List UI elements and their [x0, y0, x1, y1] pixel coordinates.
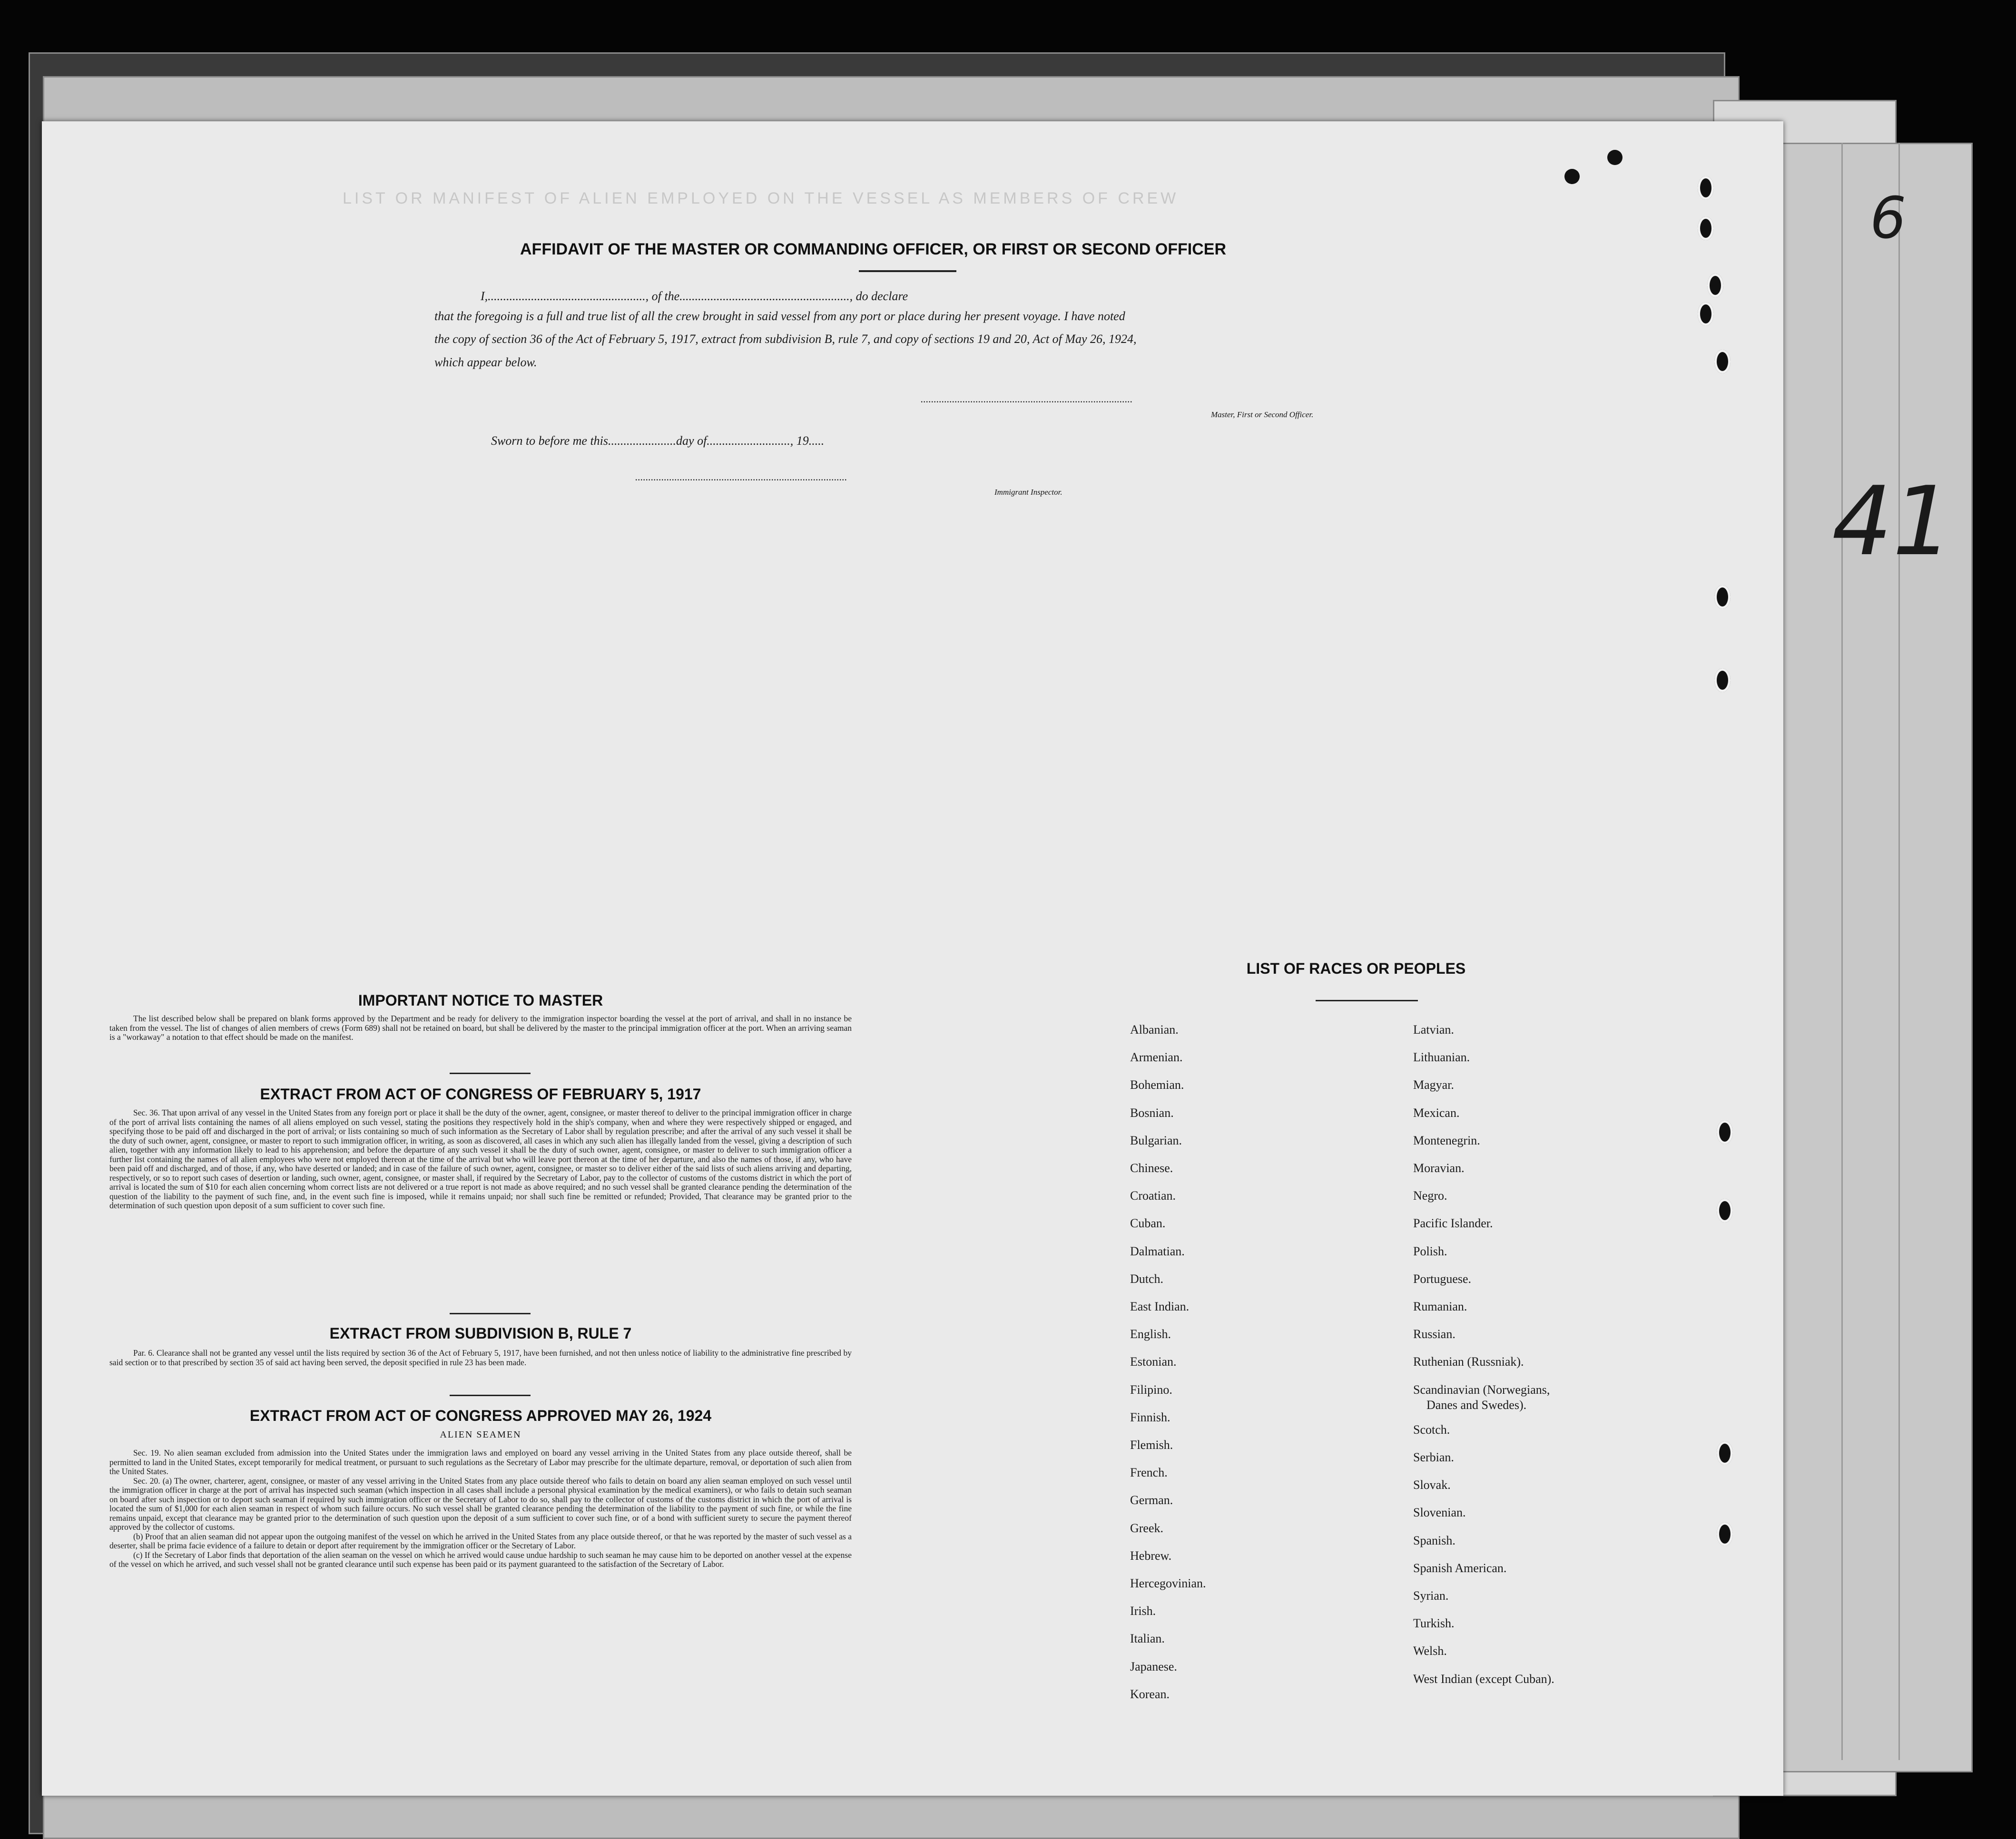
punch-hole: [1698, 176, 1714, 200]
extract-1924-subtitle: ALIEN SEAMEN: [440, 1429, 521, 1440]
race-item: Scotch.: [1413, 1422, 1450, 1437]
race-item: Turkish.: [1413, 1616, 1455, 1631]
race-item: Irish.: [1130, 1604, 1156, 1618]
signature-label: Master, First or Second Officer.: [1211, 410, 1314, 419]
race-item: Japanese.: [1130, 1659, 1177, 1673]
race-item: Pacific Islander.: [1413, 1216, 1493, 1231]
punch-hole: [1717, 1199, 1733, 1223]
races-rule: [1316, 1000, 1418, 1001]
race-item: East Indian.: [1130, 1300, 1190, 1313]
sec20c-paragraph: (c) If the Secretary of Labor finds that deportation of the alien seaman on the vessel on which he arrived would cause undue hardship to such seaman he may cause him to be deported on another vessel at the expense of the vessel on which he arrived, and such vessel shall not be granted clearance until such expense has been paid or its payment guaranteed to the satisfaction of the Secretary of Labor.: [109, 1550, 852, 1569]
race-item: Mexican.: [1413, 1105, 1460, 1120]
punch-hole: [1717, 1522, 1733, 1546]
race-item: West Indian (except Cuban).: [1413, 1672, 1554, 1686]
race-item: Serbian.: [1413, 1450, 1454, 1464]
race-item: Moravian.: [1413, 1161, 1465, 1175]
notice-title: IMPORTANT NOTICE TO MASTER: [358, 992, 603, 1009]
affidavit-line: that the foregoing is a full and true list of all the crew brought in said vessel from any port or place during her present voyage. I have noted: [434, 309, 1125, 323]
race-item: Korean.: [1130, 1687, 1170, 1701]
race-item: German.: [1130, 1493, 1173, 1507]
race-item: Spanish American.: [1413, 1561, 1507, 1575]
punch-hole: [1707, 274, 1723, 297]
ruled-line: [1898, 143, 1900, 1760]
sec19-paragraph: Sec. 19. No alien seaman excluded from admission into the United States under the immigration laws and employed on board any vessel arriving in the United States from any place outside thereof, shall be permitted to land in the United States, except temporarily for medical treatment, or pursuant to such regulations as the Secretary of Labor may prescribe for the ultimate departure, removal, or deportation of such alien from the United States.: [109, 1448, 852, 1476]
race-item: French.: [1130, 1466, 1168, 1480]
handwritten-mark: 6: [1870, 186, 1907, 252]
race-item: Hebrew.: [1130, 1548, 1172, 1563]
notice-text: The list described below shall be prepared on blank forms approved by the Department and be ready for delivery to the immigration inspector boarding the vessel at the port of arrival, and shall in no instance be taken from the vessel. The list of changes of alien members of crews (Form 689) shall not be retained on board, but shall be delivered by the master to the principal immigration officer at the port. When an arriving seaman is a "workaway" a notation to that effect should be made on the manifest.: [109, 1014, 852, 1042]
race-item: Russian.: [1413, 1327, 1455, 1341]
race-item: Bosnian.: [1130, 1105, 1174, 1120]
sec20b-paragraph: (b) Proof that an alien seaman did not appear upon the outgoing manifest of the vessel on which he arrived in the United States from any place outside thereof, or that he was reported by the master of such vessel as a deserter, shall be prima facie evidence of a failure to detain or deport after requirement by the immigration officer or the Secretary of Labor.: [109, 1531, 852, 1550]
background-sheet: [1751, 143, 1973, 1772]
affidavit-line: the copy of section 36 of the Act of February 5, 1917, extract from subdivision B, rule 7, and copy of sections 19 and 20, Act of May 26, 1924,: [434, 332, 1137, 346]
race-item-continuation: Danes and Swedes).: [1426, 1398, 1527, 1412]
race-item: Latvian.: [1413, 1023, 1454, 1037]
punch-hole: [1698, 302, 1714, 326]
race-item: Syrian.: [1413, 1589, 1449, 1603]
race-item: Ruthenian (Russniak).: [1413, 1355, 1524, 1369]
race-item: Lithuanian.: [1413, 1050, 1470, 1065]
race-item: Greek.: [1130, 1521, 1164, 1535]
race-item: Filipino.: [1130, 1382, 1172, 1397]
affidavit-line: which appear below.: [434, 355, 537, 369]
handwritten-number: 41: [1832, 466, 1953, 577]
sec20a-paragraph: Sec. 20. (a) The owner, charterer, agent, consignee, or master of any vessel arriving in the United States from any place outside thereof who fails to detain on board any alien seaman employed on such vessel until the immigration officer in charge at the port of arrival has inspected such seaman (which inspection in all cases shall include a personal physical examination by the medical examiners), or who fails to detain such seaman on board after such inspection or to deport such seaman if required by such immigration officer or the Secretary of Labor to do so, shall pay to the collector of customs of the customs district in which the port of arrival is located the sum of $1,000 for each alien seaman in respect of whom such failure occurs. No such vessel shall be granted clearance pending the determination of the liability to the payment of such fine, or while the fine remains unpaid, except that clearance may be granted prior to the determination of such question upon the deposit of a sum sufficient to cover such fine, or of a bond with sufficient surety to secure the payment thereof approved by the collector of customs.: [109, 1476, 852, 1532]
bleed-through-text: LIST OR MANIFEST OF ALIEN EMPLOYED ON THE VESSEL AS MEMBERS OF CREW: [343, 189, 1179, 207]
race-item: Magyar.: [1413, 1078, 1454, 1092]
inspector-line: .................................................................................: [635, 471, 847, 483]
title-rule: [859, 270, 956, 272]
race-item: Albanian.: [1130, 1023, 1179, 1037]
race-item: Cuban.: [1130, 1216, 1166, 1231]
race-item: Croatian.: [1130, 1189, 1176, 1203]
race-item: Chinese.: [1130, 1161, 1173, 1175]
race-item: Slovak.: [1413, 1478, 1451, 1492]
race-item: Finnish.: [1130, 1410, 1170, 1424]
extract-1917-text: Sec. 36. That upon arrival of any vessel in the United States from any foreign port or place it shall be the duty of the owner, agent, consignee, or master thereof to deliver to the principal immigration officer in charge of the port of arrival lists containing the names of all aliens employed on such vessel, stating the positions they respectively hold in the ship's company, when and where they were respectively shipped or engaged, and specifying those to be paid off and discharged in the port of arrival; or lists containing so much of such information as the Secretary of Labor shall by regulation prescribe; and after the arrival of any such vessel it shall be the duty of such owner, agent, consignee, or master to report to such immigration officer, in writing, as soon as discovered, all cases in which any such alien has illegally landed from the vessel, giving a description of such alien, together with any information likely to lead to his apprehension; and before the departure of any such vessel it shall be the duty of such owner, agent, consignee, or master to deliver to such immigration officer a further list containing the names of all alien employees who were not employed thereon at the time of the arrival but who will leave port thereon at the time of her departure, and also the names of those, if any, who have been paid off and discharged, and of those, if any, who have deserted or landed; and in case of the failure of such owner, agent, consignee, or master so to deliver either of the said lists of such aliens arriving and departing, respectively, or so to report such cases of desertion or landing, such owner, agent, consignee, or master shall, if required by the Secretary of Labor, pay to the collector of customs of the customs district in which the port of arrival is located the sum of $10 for each alien concerning whom correct lists are not delivered or a true report is not made as above required; and no such vessel shall be granted clearance pending the determination of the question of the liability to the payment of such fine, and, in the event such fine is imposed, while it remains unpaid; nor shall such fine be remitted or refunded; Provided, That clearance may be granted prior to the determination of such question upon deposit of a sum sufficient to cover such fine.: [109, 1108, 852, 1210]
affidavit-line: I,..................................................., of the......................................................., do declare: [481, 289, 908, 303]
extract-1917-title: EXTRACT FROM ACT OF CONGRESS OF FEBRUARY 5, 1917: [260, 1086, 701, 1103]
inspector-label: Immigrant Inspector.: [994, 488, 1062, 497]
rule7-title: EXTRACT FROM SUBDIVISION B, RULE 7: [329, 1325, 632, 1342]
punch-hole: [1714, 350, 1731, 373]
section-rule: [450, 1395, 531, 1396]
race-item: Bulgarian.: [1130, 1133, 1182, 1147]
rule7-text: Par. 6. Clearance shall not be granted any vessel until the lists required by section 36 of the Act of February 5, 1917, have been furnished, and not then unless notice of liability to the administrative fine prescribed by said section or to that prescribed by section 35 of said act having been served, the deposit specified in rule 23 has been made.: [109, 1348, 852, 1367]
race-item: Flemish.: [1130, 1438, 1173, 1452]
race-item: Spanish.: [1413, 1533, 1455, 1547]
sworn-line: Sworn to before me this......................day of..........................., 19.....: [491, 434, 825, 448]
extract-1924-title: EXTRACT FROM ACT OF CONGRESS APPROVED MAY 26, 1924: [249, 1407, 712, 1424]
race-item: Bohemian.: [1130, 1078, 1184, 1092]
punch-hole: [1564, 169, 1580, 184]
race-item: Montenegrin.: [1413, 1133, 1480, 1147]
race-item: Dutch.: [1130, 1272, 1164, 1286]
race-item: Hercegovinian.: [1130, 1576, 1206, 1590]
section-rule: [450, 1073, 531, 1074]
race-item: English.: [1130, 1327, 1171, 1341]
race-item: Armenian.: [1130, 1050, 1183, 1065]
affidavit-title: AFFIDAVIT OF THE MASTER OR COMMANDING OFFICER, OR FIRST OR SECOND OFFICER: [520, 240, 1226, 258]
race-item: Slovenian.: [1413, 1506, 1466, 1520]
punch-hole: [1717, 1441, 1733, 1465]
section-rule: [450, 1313, 531, 1314]
signature-line: .................................................................................: [921, 393, 1133, 405]
races-title: LIST OF RACES OR PEOPLES: [1246, 960, 1466, 977]
race-item: Scandinavian (Norwegians,: [1413, 1382, 1550, 1397]
punch-hole: [1717, 1120, 1733, 1144]
punch-hole: [1714, 668, 1731, 692]
ruled-line: [1841, 143, 1843, 1760]
punch-hole: [1714, 585, 1731, 609]
race-item: Italian.: [1130, 1632, 1165, 1646]
punch-hole: [1607, 150, 1623, 165]
race-item: Welsh.: [1413, 1644, 1447, 1658]
race-item: Rumanian.: [1413, 1300, 1467, 1313]
race-item: Estonian.: [1130, 1355, 1177, 1369]
race-item: Portuguese.: [1413, 1272, 1472, 1286]
extract-1924-text: [109, 1448, 852, 1569]
punch-hole: [1698, 216, 1714, 240]
race-item: Polish.: [1413, 1244, 1447, 1258]
race-item: Dalmatian.: [1130, 1244, 1185, 1258]
race-item: Negro.: [1413, 1189, 1447, 1203]
